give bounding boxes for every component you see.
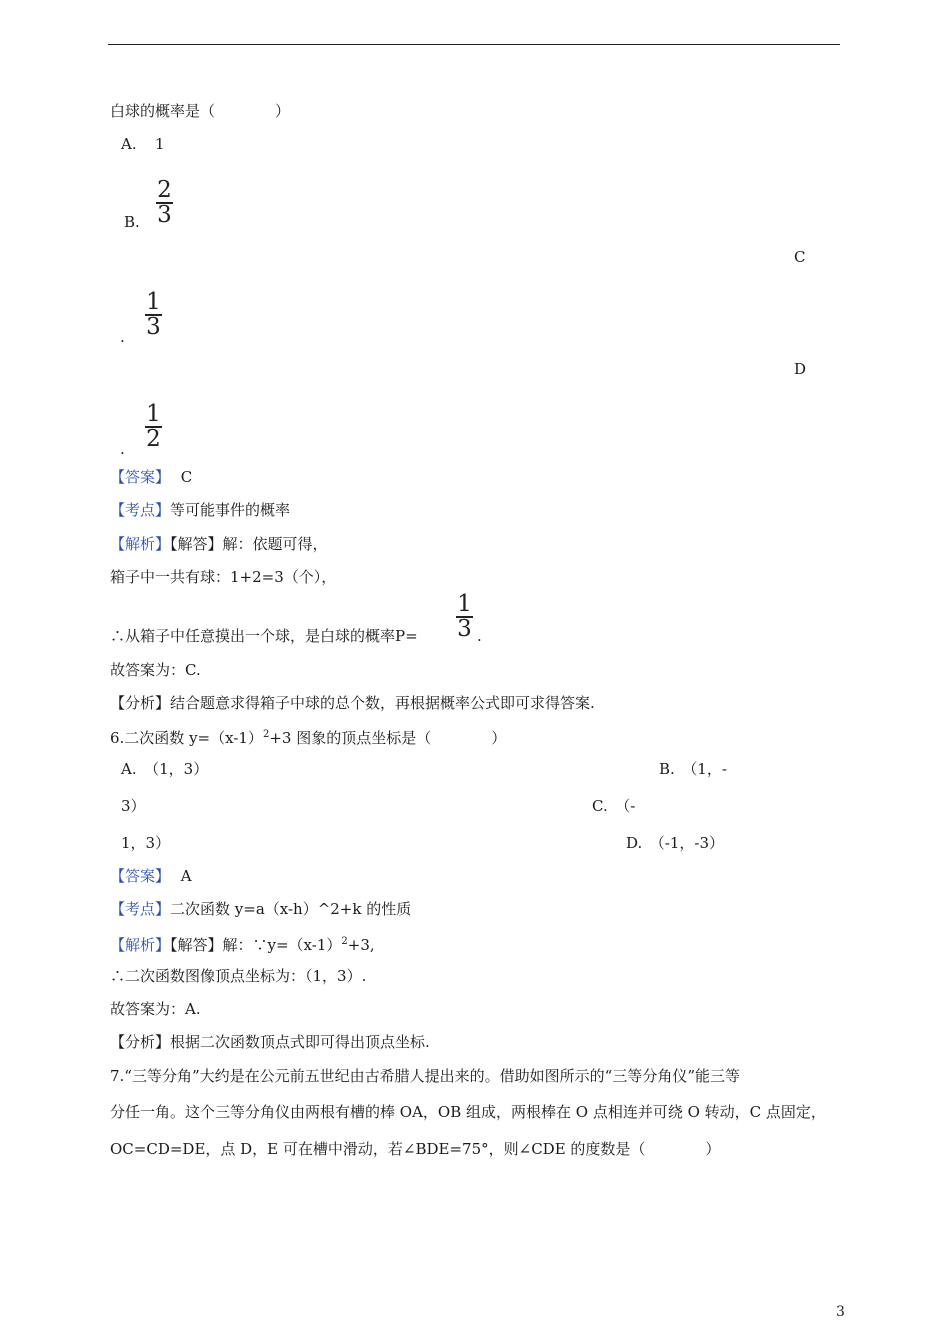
q6-analysis-line bbox=[110, 932, 375, 955]
q5-summary: 【分析】结合题意求得箱子中球的总个数，再根据概率公式即可求得答案. bbox=[110, 694, 595, 712]
q6-summary: 【分析】根据二次函数顶点式即可得出顶点坐标. bbox=[110, 1033, 430, 1051]
q6-answer-line bbox=[110, 866, 192, 886]
topic-value: 等可能事件的概率 bbox=[170, 501, 291, 519]
fraction-denominator: 3 bbox=[146, 314, 161, 340]
analysis-intro: 【解答】解：依题可得， bbox=[170, 535, 328, 553]
q7-stem-line-3: OC=CD=DE，点 D，E 可在槽中滑动，若∠BDE=75°，则∠CDE 的度数是（ ） bbox=[110, 1140, 721, 1158]
analysis-tag: 【解析】 bbox=[110, 936, 171, 954]
q6-stem-pre: 6.二次函数 y=（x-1） bbox=[110, 729, 263, 747]
q5-answer-line bbox=[110, 467, 192, 487]
q6-stem-superscript: 2 bbox=[262, 729, 270, 740]
analysis-post: +3, bbox=[347, 936, 375, 954]
q6-option-c-part1: C. （- bbox=[592, 797, 636, 815]
q6-option-b-part2: 3） bbox=[121, 797, 146, 815]
header-rule bbox=[108, 44, 840, 45]
q7-stem-line-1: 7.“三等分角”大约是在公元前五世纪由古希腊人提出来的。借助如图所示的“三等分角仪”能三等 bbox=[110, 1067, 740, 1085]
q5-analysis-line bbox=[110, 534, 328, 554]
q6-option-a: A. （1，3） bbox=[121, 760, 209, 778]
q5-probability-fraction bbox=[456, 591, 473, 642]
q6-stem bbox=[110, 725, 506, 748]
q5-option-b-fraction bbox=[156, 177, 173, 228]
analysis-pre: 【解答】解：∵y=（x-1） bbox=[170, 936, 342, 954]
q6-option-d: D. （-1，-3） bbox=[626, 834, 724, 852]
topic-tag: 【考点】 bbox=[110, 900, 171, 918]
answer-value: A bbox=[180, 867, 192, 885]
q6-topic-line bbox=[110, 899, 411, 919]
fraction-numerator: 1 bbox=[146, 401, 161, 427]
q5-solution-line-3: 故答案为：C. bbox=[110, 661, 201, 679]
q6-option-b-part1: B. （1，- bbox=[659, 760, 727, 778]
q7-stem-line-2: 分任一角。这个三等分角仪由两根有槽的棒 OA，OB 组成，两根棒在 O 点相连并可绕 O 转动，C 点固定， bbox=[110, 1103, 826, 1121]
q6-solution-line-2: 故答案为：A. bbox=[110, 1000, 201, 1018]
answer-value: C bbox=[180, 468, 193, 486]
q5-option-a-value: 1 bbox=[155, 135, 165, 153]
topic-tag: 【考点】 bbox=[110, 501, 171, 519]
q5-probability-suffix: . bbox=[477, 627, 482, 645]
q5-option-c-dot: . bbox=[120, 328, 125, 346]
fraction-numerator: 1 bbox=[457, 591, 472, 617]
fraction-denominator: 3 bbox=[457, 616, 472, 642]
analysis-tag: 【解析】 bbox=[110, 535, 171, 553]
q5-stem-tail: 白球的概率是（ ） bbox=[110, 102, 291, 120]
q5-solution-line-2 bbox=[110, 626, 418, 646]
q5-solution-line-1: 箱子中一共有球：1+2=3（个）， bbox=[110, 568, 337, 586]
q5-option-d-dot: . bbox=[120, 440, 125, 458]
q5-option-d-fraction bbox=[145, 401, 162, 452]
probability-prefix: ∴从箱子中任意摸出一个球，是白球的概率P= bbox=[110, 627, 418, 645]
q5-option-d-letter: D bbox=[794, 360, 807, 378]
fraction-denominator: 2 bbox=[146, 426, 161, 452]
q6-solution-line-1: ∴二次函数图像顶点坐标为：（1，3）. bbox=[110, 967, 367, 985]
q5-option-c-letter: C bbox=[794, 248, 806, 266]
answer-tag: 【答案】 bbox=[110, 867, 171, 885]
q6-option-c-part2: 1，3） bbox=[121, 834, 171, 852]
analysis-superscript: 2 bbox=[341, 936, 348, 947]
topic-value: 二次函数 y=a（x-h）^2+k 的性质 bbox=[170, 900, 412, 918]
q5-topic-line bbox=[110, 500, 290, 520]
answer-tag: 【答案】 bbox=[110, 468, 171, 486]
q5-option-b-letter: B. bbox=[124, 213, 140, 231]
fraction-numerator: 2 bbox=[157, 177, 172, 203]
fraction-denominator: 3 bbox=[157, 202, 172, 228]
q6-stem-post: +3 图象的顶点坐标是（ ） bbox=[269, 729, 507, 747]
q5-option-c-fraction bbox=[145, 289, 162, 340]
fraction-numerator: 1 bbox=[146, 289, 161, 315]
page-number: 3 bbox=[836, 1304, 845, 1320]
q5-option-a-letter: A. bbox=[121, 135, 137, 153]
